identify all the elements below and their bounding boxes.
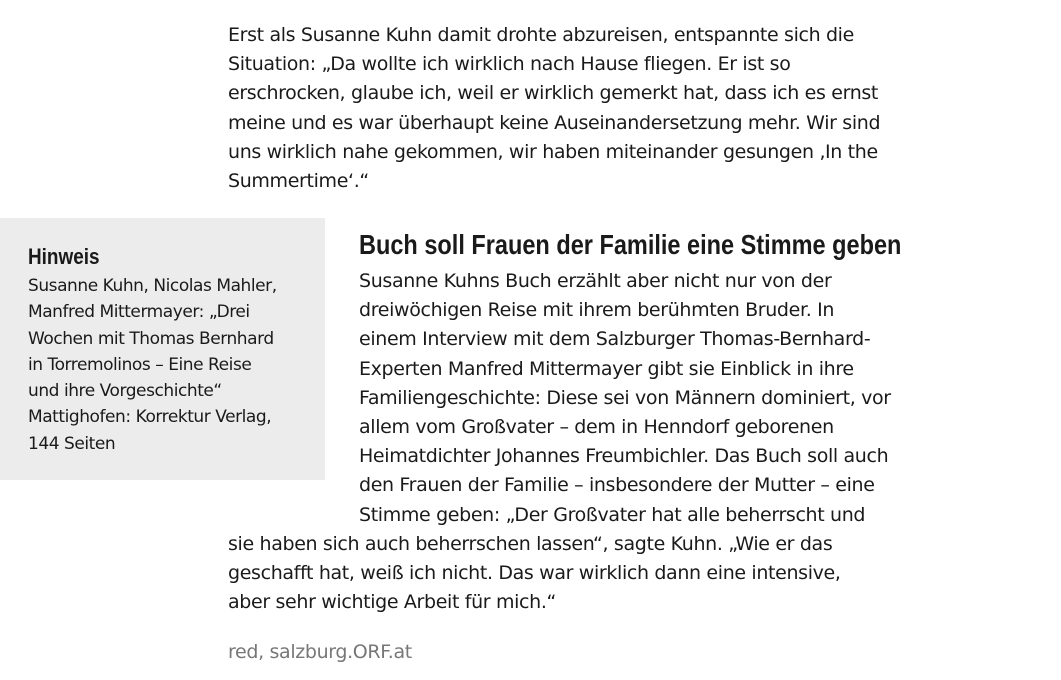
paragraph-line: sie haben sich auch beherrschen lassen“, sagte Kuhn. „Wie er das bbox=[228, 533, 833, 555]
paragraph-line: dreiwöchigen Reise mit ihrem berühmten Bruder. In bbox=[359, 299, 835, 322]
section-heading: Buch soll Frauen der Familie eine Stimme geben bbox=[359, 229, 902, 260]
paragraph-line: erschrocken, glaube ich, weil er wirklich gemerkt hat, dass ich es ernst bbox=[228, 82, 879, 105]
info-box-line: in Torremolinos – Eine Reise bbox=[28, 354, 252, 375]
paragraph-line: Situation: „Da wollte ich wirklich nach Hause fliegen. Er ist so bbox=[228, 53, 791, 76]
paragraph-line: Summertime‘.“ bbox=[228, 170, 369, 193]
info-box-line: 144 Seiten bbox=[28, 433, 116, 454]
info-box-line: und ihre Vorgeschichte“ bbox=[28, 381, 222, 402]
paragraph-line: Heimatdichter Johannes Freumbichler. Das Buch soll auch bbox=[359, 445, 889, 468]
info-box-title: Hinweis bbox=[28, 244, 100, 269]
info-box-text bbox=[28, 273, 277, 457]
paragraph-line: Erst als Susanne Kuhn damit drohte abzureisen, entspannte sich die bbox=[228, 24, 854, 46]
info-box-line: Mattighofen: Korrektur Verlag, bbox=[28, 407, 272, 428]
paragraph-line: einem Interview mit dem Salzburger Thomas-Bernhard- bbox=[359, 328, 871, 351]
info-box-line: Wochen mit Thomas Bernhard bbox=[28, 328, 274, 349]
paragraph-line: meine und es war überhaupt keine Auseinandersetzung mehr. Wir sind bbox=[228, 111, 881, 134]
paragraph-line: Stimme geben: „Der Großvater hat alle beherrscht und bbox=[359, 503, 866, 526]
article-paragraph-1 bbox=[228, 21, 880, 196]
article-paragraph-2 bbox=[359, 267, 891, 530]
source-credit: red, salzburg.ORF.at bbox=[228, 641, 412, 663]
info-box-line: Manfred Mittermayer: „Drei bbox=[28, 302, 250, 323]
paragraph-line: Familiengeschichte: Diese sei von Männern dominiert, vor bbox=[359, 386, 891, 409]
paragraph-line: Susanne Kuhns Buch erzählt aber nicht nur von der bbox=[359, 270, 832, 292]
paragraph-line: den Frauen der Familie – insbesondere der Mutter – eine bbox=[359, 474, 875, 497]
paragraph-line: aber sehr wichtige Arbeit für mich.“ bbox=[228, 591, 557, 614]
paragraph-line: Experten Manfred Mittermayer gibt sie Einblick in ihre bbox=[359, 357, 854, 380]
paragraph-line: allem vom Großvater – dem in Henndorf geborenen bbox=[359, 416, 834, 439]
paragraph-line: geschafft hat, weiß ich nicht. Das war wirklich dann eine intensive, bbox=[228, 562, 841, 585]
paragraph-line: uns wirklich nahe gekommen, wir haben miteinander gesungen ‚In the bbox=[228, 140, 878, 163]
info-box-line: Susanne Kuhn, Nicolas Mahler, bbox=[28, 276, 277, 296]
article-paragraph-3 bbox=[228, 530, 841, 618]
